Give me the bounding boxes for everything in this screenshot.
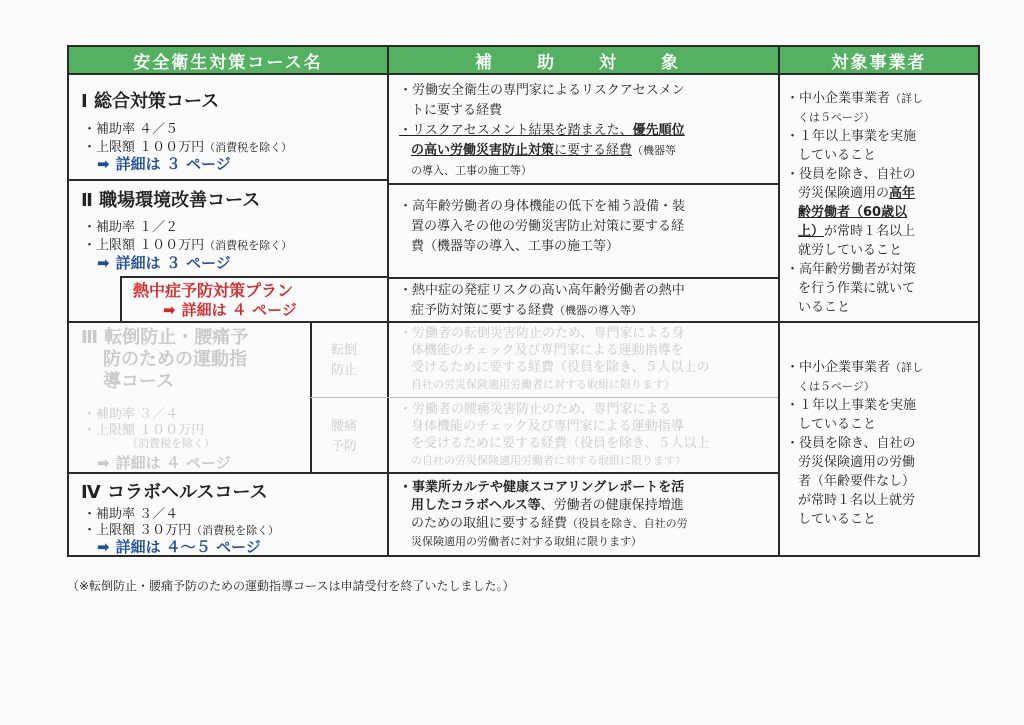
employer2: ・中小企業事業者（詳し くは５ページ） ・１年以上事業を実施 していること ・役員を除き、自社の 労災保険適用の労働 者（年齢要件なし） が常時１名以上就労 していること bbox=[786, 360, 924, 527]
course1-target: ・労働安全衛生の専門家によるリスクアセスメン トに要する経費 ・リスクアセスメント結果を踏まえた、優先順位 の高い労働災害防止対策に要する経費（機器等 の導入、工事の施工等） bbox=[399, 83, 685, 177]
course3-title: Ⅲ 転倒防止・腰痛予 防のための運動指 導コース bbox=[81, 327, 249, 392]
course1-detail-link[interactable]: ➡ 詳細は ３ ページ bbox=[97, 155, 231, 173]
heatstroke-plan-target: ・熱中症の発症リスクの高い高年齢労働者の熱中 症予防対策に要する経費（機器の導入等） bbox=[399, 283, 685, 318]
arrow-right-icon: ➡ bbox=[97, 454, 110, 472]
course1-limit: ・上限額 １００万円（消費税を除く） bbox=[83, 140, 293, 155]
course2-detail-link[interactable]: ➡ 詳細は ３ ページ bbox=[97, 254, 231, 272]
arrow-right-icon: ➡ bbox=[97, 538, 110, 556]
course3-detail-link[interactable]: ➡ 詳細は ４ ページ bbox=[97, 454, 231, 472]
course3-rate: ・補助率 ３／４ bbox=[83, 407, 179, 422]
course3-sub-fall-prevention: 転倒 防止 bbox=[331, 343, 358, 378]
employer1: ・中小企業事業者（詳し くは５ページ） ・１年以上事業を実施 していること ・役員を除き、自社の 労災保険適用の高年 齢労働者（60歳以 上）が常時１名以上 就労していること ・高年齢労働者が対策 を行う作業に就いて いること bbox=[786, 91, 924, 315]
course1-title: Ⅰ 総合対策コース bbox=[81, 91, 220, 112]
course3-sub-backpain-prevention: 腰痛 予防 bbox=[331, 419, 358, 454]
arrow-right-icon: ➡ bbox=[97, 155, 110, 173]
course4-target: ・事業所カルテや健康スコアリングレポートを活 用したコラボヘルス等、労働者の健康保持増進 のための取組に要する経費（役員を除き、自社の労 災保険適用の労働者に対する取組に限ります） bbox=[399, 480, 688, 548]
footnote: （※転倒防止・腰痛予防のための運動指導コースは申請受付を終了いたしました。） bbox=[67, 579, 515, 593]
heatstroke-plan-detail-link[interactable]: ➡ 詳細は ４ ページ bbox=[163, 301, 297, 319]
course2-title: Ⅱ 職場環境改善コース bbox=[81, 190, 261, 211]
course2-rate: ・補助率 １／２ bbox=[83, 220, 179, 235]
course2-target: ・高年齢労働者の身体機能の低下を補う設備・装 置の導入その他の労働災害防止対策に要する経 費（機器等の導入、工事の施工等） bbox=[399, 199, 686, 254]
course4-title: Ⅳ コラボヘルスコース bbox=[81, 482, 268, 503]
course1-rate: ・補助率 ４／５ bbox=[83, 122, 179, 137]
header-subsidy-target: 補 助 対 象 bbox=[389, 47, 778, 75]
arrow-right-icon: ➡ bbox=[97, 254, 110, 272]
subsidy-table bbox=[67, 45, 980, 557]
header-course-name: 安全衛生対策コース名 bbox=[69, 47, 387, 75]
course4-detail-link[interactable]: ➡ 詳細は ４～５ ページ bbox=[97, 538, 261, 556]
course3-limit: ・上限額 １００万円 bbox=[83, 423, 205, 438]
course4-limit: ・上限額 ３０万円（消費税を除く） bbox=[83, 523, 280, 538]
header-eligible-employer: 対象事業者 bbox=[780, 47, 978, 75]
course2-limit: ・上限額 １００万円（消費税を除く） bbox=[83, 238, 293, 253]
course3-target-fall: ・労働者の転倒災害防止のため、専門家による身 体機能のチェック及び専門家による運動指導を 受けるために要する経費（役員を除き、５人以上の 自社の労災保険適用労働者に対する取組に限ります） bbox=[399, 326, 710, 391]
arrow-right-icon: ➡ bbox=[163, 301, 176, 319]
course3-limit-note: （消費税を除く） bbox=[127, 437, 215, 450]
course4-rate: ・補助率 ３／４ bbox=[83, 507, 179, 522]
heatstroke-plan-title: 熱中症予防対策プラン bbox=[133, 281, 294, 300]
course3-target-backpain: ・労働者の腰痛災害防止のため、専門家による 身体機能のチェック及び専門家による運動指導 を受けるために要する経費（役員を除き、５人以上 の自社の労災保険適用労働者に対する取組に限ります） bbox=[399, 402, 710, 467]
